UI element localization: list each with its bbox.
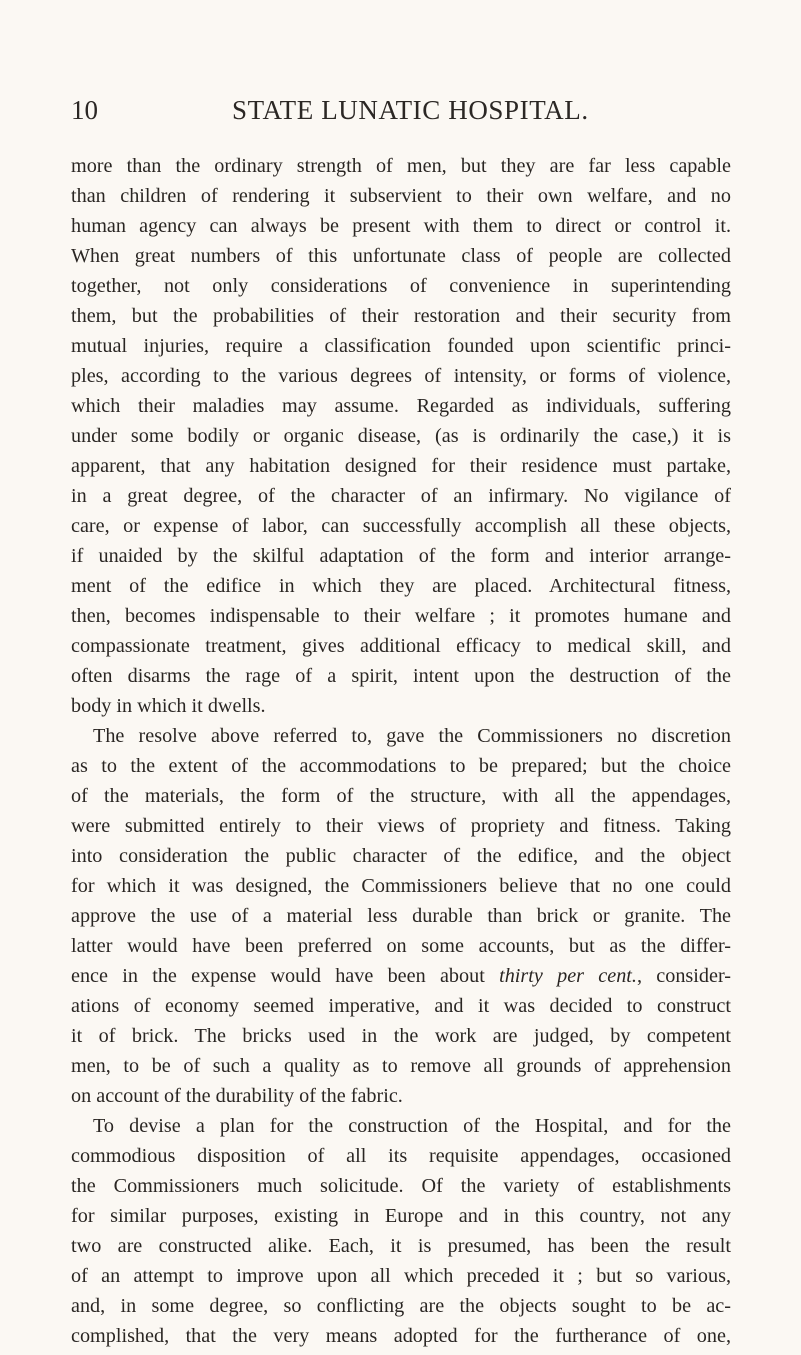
text-line: human agency can always be present with them to direct or control it. [71,215,731,237]
text-line: together, not only considerations of convenience in superintending [71,275,731,297]
text-line: in a great degree, of the character of an infirmary. No vigilance of [71,485,731,507]
text-line: then, becomes indispensable to their welfare ; it promotes humane and [71,605,731,627]
text-line: under some bodily or organic disease, (as is ordinarily the case,) it is [71,425,731,447]
text-line: ations of economy seemed imperative, and it was decided to construct [71,995,731,1017]
text-line: two are constructed alike. Each, it is presumed, has been the result [71,1235,731,1257]
text-line: of an attempt to improve upon all which preceded it ; but so various, [71,1265,731,1287]
running-head [71,93,731,127]
text-line: When great numbers of this unfortunate class of people are collected [71,245,731,267]
paragraph-start-line: To devise a plan for the construction of the Hospital, and for the [93,1115,731,1137]
text-line: often disarms the rage of a spirit, intent upon the destruction of the [71,665,731,687]
text-line: care, or expense of labor, can successfully accomplish all these objects, [71,515,731,537]
running-title: STATE LUNATIC HOSPITAL. [232,95,589,125]
line-segment: , consider- [636,965,731,987]
italic-phrase: thirty per cent. [499,965,637,987]
text-line: apparent, that any habitation designed for their residence must partake, [71,455,731,477]
text-line: ment of the edifice in which they are placed. Architectural fitness, [71,575,731,597]
text-line: as to the extent of the accommodations to be prepared; but the choice [71,755,731,777]
text-line: ples, according to the various degrees of intensity, or forms of violence, [71,365,731,387]
text-line: than children of rendering it subservient to their own welfare, and no [71,185,731,207]
text-line: which their maladies may assume. Regarded as individuals, suffering [71,395,731,417]
paragraph-end-line: body in which it dwells. [71,695,266,717]
paragraph-end-line: on account of the durability of the fabric. [71,1085,403,1107]
body-text [71,151,731,1351]
text-line: for which it was designed, the Commissioners believe that no one could [71,875,731,897]
text-line: more than the ordinary strength of men, but they are far less capable [71,155,731,177]
line-segment: ence in the expense would have been about [71,965,485,987]
text-line: into consideration the public character of the edifice, and the object [71,845,731,867]
text-line: the Commissioners much solicitude. Of the variety of establishments [71,1175,731,1197]
text-line: complished, that the very means adopted for the furtherance of one, [71,1325,731,1347]
text-line: compassionate treatment, gives additional efficacy to medical skill, and [71,635,731,657]
text-line: them, but the probabilities of their restoration and their security from [71,305,731,327]
text-line: of the materials, the form of the structure, with all the appendages, [71,785,731,807]
page-number: 10 [71,95,98,125]
paragraph-start-line: The resolve above referred to, gave the Commissioners no discretion [93,725,731,747]
text-line: mutual injuries, require a classification founded upon scientific princi- [71,335,731,357]
text-line: if unaided by the skilful adaptation of the form and interior arrange- [71,545,731,567]
text-line: latter would have been preferred on some accounts, but as the differ- [71,935,731,957]
text-line: approve the use of a material less durable than brick or granite. The [71,905,731,927]
text-line: and, in some degree, so conflicting are the objects sought to be ac- [71,1295,731,1317]
text-line: for similar purposes, existing in Europe and in this country, not any [71,1205,731,1227]
text-line-with-italic [71,961,731,991]
text-line: it of brick. The bricks used in the work are judged, by competent [71,1025,731,1047]
text-line: were submitted entirely to their views of propriety and fitness. Taking [71,815,731,837]
text-line: commodious disposition of all its requisite appendages, occasioned [71,1145,731,1167]
text-line: men, to be of such a quality as to remove all grounds of apprehension [71,1055,731,1077]
